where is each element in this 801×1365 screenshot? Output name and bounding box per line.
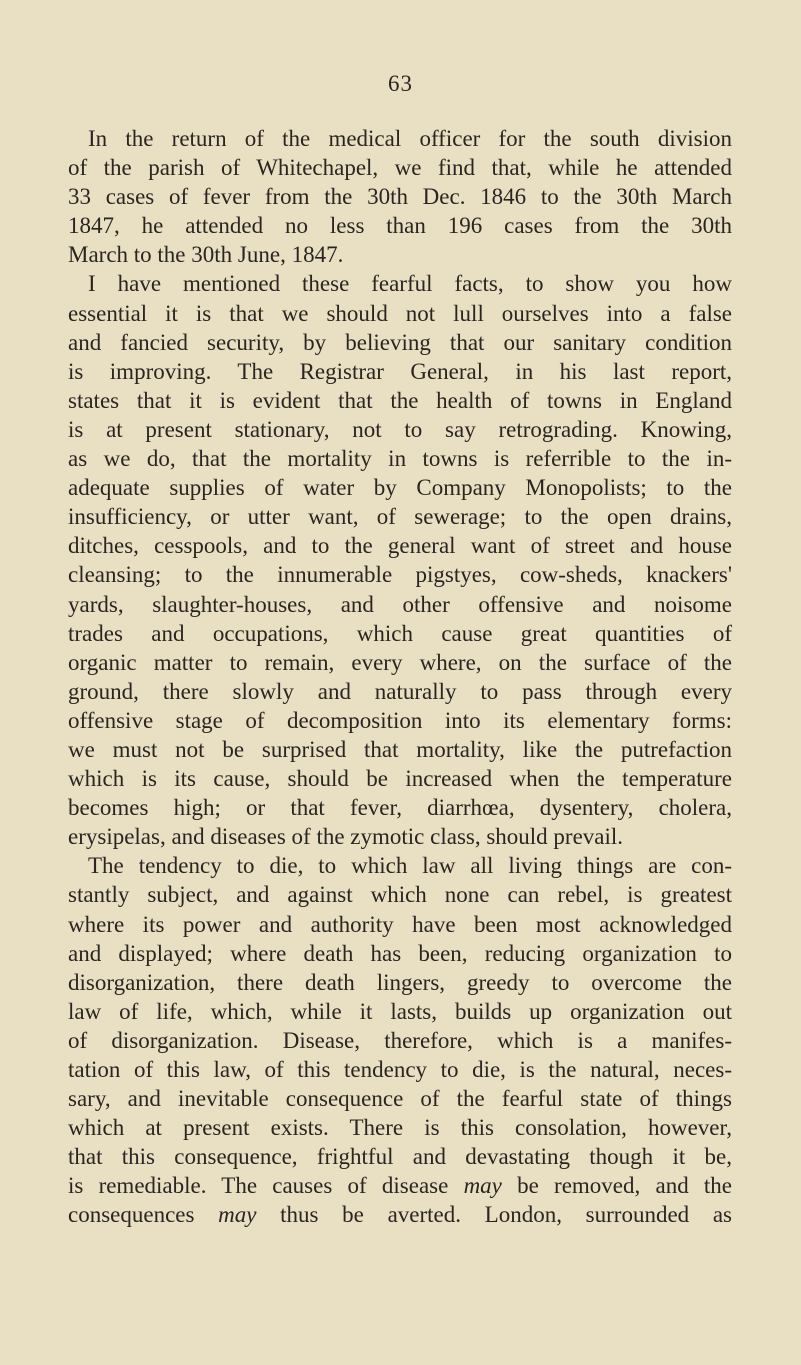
text-line: tation of this law, of this tendency to die, is the natural, neces- bbox=[68, 1057, 732, 1082]
italic-word: may bbox=[218, 1202, 257, 1228]
text-line: and displayed; where death has been, reducing organization to bbox=[68, 940, 732, 966]
text-line: is at present stationary, not to say retrograding. Knowing, bbox=[68, 416, 732, 442]
text-line: 33 cases of fever from the 30th Dec. 1846 to the 30th March bbox=[68, 184, 732, 210]
text-line: essential it is that we should not lull ourselves into a false bbox=[68, 300, 732, 326]
text-line: and fancied security, by believing that our sanitary condition bbox=[68, 329, 732, 355]
text-line: we must not be surprised that mortality, like the putrefaction bbox=[68, 736, 732, 762]
text-line bbox=[68, 1171, 732, 1200]
text-line: organic matter to remain, every where, on the surface of the bbox=[68, 649, 732, 675]
text-line: stantly subject, and against which none can rebel, is greatest bbox=[68, 882, 732, 908]
text-line: sary, and inevitable consequence of the fearful state of things bbox=[68, 1086, 732, 1112]
text-line: of disorganization. Disease, therefore, which is a manifes- bbox=[68, 1027, 732, 1053]
text-line: 1847, he attended no less than 196 cases from the 30th bbox=[68, 213, 732, 239]
text-line: that this consequence, frightful and devastating though it be, bbox=[68, 1144, 732, 1170]
text-line: of the parish of Whitechapel, we find that, while he attended bbox=[68, 155, 732, 181]
text-line: March to the 30th June, 1847. bbox=[68, 242, 344, 268]
text-line: insufficiency, or utter want, of sewerage; to the open drains, bbox=[68, 504, 732, 530]
text-line: cleansing; to the innumerable pigstyes, cow-sheds, knackers' bbox=[68, 562, 732, 588]
text-line: offensive stage of decomposition into its elementary forms: bbox=[68, 707, 732, 733]
text-segment: be removed, and the bbox=[501, 1173, 733, 1199]
text-line: as we do, that the mortality in towns is referrible to the in- bbox=[68, 446, 732, 472]
text-line: disorganization, there death lingers, greedy to overcome the bbox=[68, 969, 732, 995]
text-line: erysipelas, and diseases of the zymotic class, should prevail. bbox=[68, 824, 624, 850]
text-segment: thus be averted. London, surrounded as bbox=[256, 1202, 732, 1228]
text-line: I have mentioned these fearful facts, to show you how bbox=[88, 271, 732, 297]
text-line: The tendency to die, to which law all living things are con- bbox=[88, 853, 732, 879]
text-segment: consequences bbox=[68, 1202, 195, 1228]
text-line: is improving. The Registrar General, in his last report, bbox=[68, 358, 732, 384]
page-number: 63 bbox=[388, 71, 413, 96]
text-line: ground, there slowly and naturally to pass through every bbox=[68, 678, 732, 704]
text-line bbox=[68, 1200, 732, 1229]
text-line: adequate supplies of water by Company Monopolists; to the bbox=[68, 475, 732, 501]
text-line: ditches, cesspools, and to the general want of street and house bbox=[68, 533, 732, 559]
text-line: In the return of the medical officer for the south division bbox=[88, 126, 732, 151]
text-line: which at present exists. There is this consolation, however, bbox=[68, 1115, 732, 1141]
text-line: trades and occupations, which cause great quantities of bbox=[68, 620, 732, 646]
text-line: where its power and authority have been most acknowledged bbox=[68, 911, 732, 937]
text-line: law of life, which, while it lasts, builds up organization out bbox=[68, 998, 732, 1024]
text-line: becomes high; or that fever, diarrhœa, dysentery, cholera, bbox=[68, 795, 732, 821]
italic-word: may bbox=[463, 1173, 502, 1199]
text-line: yards, slaughter-houses, and other offensive and noisome bbox=[68, 591, 732, 617]
text-line: which is its cause, should be increased when the temperature bbox=[68, 766, 732, 792]
text-line: states that it is evident that the health of towns in England bbox=[68, 387, 732, 413]
text-segment: is remediable. The causes of disease bbox=[68, 1173, 449, 1199]
body-text bbox=[68, 124, 732, 1230]
